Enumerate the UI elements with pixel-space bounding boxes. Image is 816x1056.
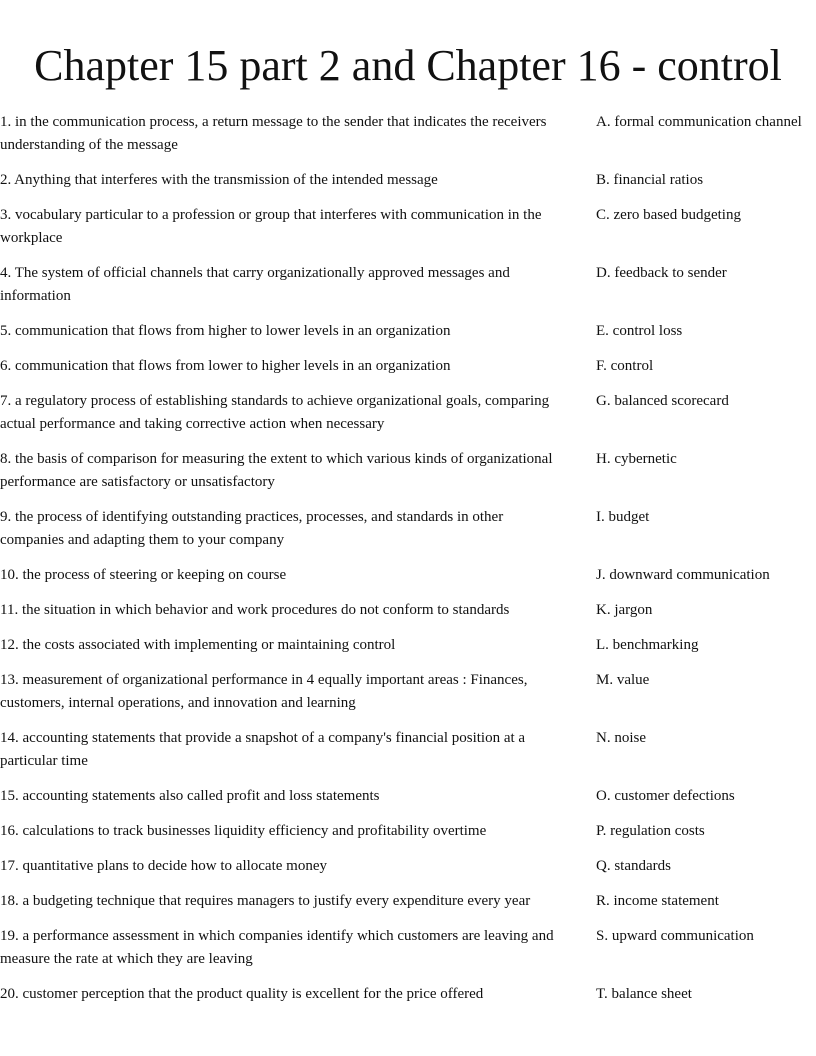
matching-row (0, 448, 816, 494)
question-text: 12. the costs associated with implementing or maintaining control (0, 637, 396, 653)
page-title: Chapter 15 part 2 and Chapter 16 - control (34, 41, 782, 90)
matching-row (0, 506, 816, 552)
matching-row (0, 204, 816, 250)
answer-option: T. balance sheet (596, 986, 692, 1002)
matching-row (0, 820, 816, 843)
question-text: 8. the basis of comparison for measuring the extent to which various kinds of organizational performance are satisfactory or unsatisfactory (0, 451, 553, 490)
question-text: 16. calculations to track businesses liquidity efficiency and profitability overtime (0, 823, 487, 839)
question-text: 4. The system of official channels that carry organizationally approved messages and information (0, 265, 510, 304)
answer-option: D. feedback to sender (596, 265, 727, 281)
answer-option: E. control loss (596, 323, 683, 339)
matching-row (0, 390, 816, 436)
answer-option: P. regulation costs (596, 823, 705, 839)
matching-row (0, 320, 816, 343)
matching-row (0, 355, 816, 378)
answer-option: O. customer defections (596, 788, 735, 804)
answer-option: N. noise (596, 730, 646, 746)
question-text: 13. measurement of organizational performance in 4 equally important areas : Finances, customers, internal operations, and innovation and learning (0, 672, 528, 711)
matching-row (0, 785, 816, 808)
answer-option: H. cybernetic (596, 451, 677, 467)
question-text: 10. the process of steering or keeping on course (0, 567, 287, 583)
matching-row (0, 599, 816, 622)
question-text: 9. the process of identifying outstanding practices, processes, and standards in other companies and adapting them to your company (0, 509, 504, 548)
question-text: 11. the situation in which behavior and work procedures do not conform to standards (0, 602, 510, 618)
matching-row (0, 169, 816, 192)
matching-row (0, 634, 816, 657)
question-text: 18. a budgeting technique that requires managers to justify every expenditure every year (0, 893, 531, 909)
question-text: 7. a regulatory process of establishing standards to achieve organizational goals, comparing actual performance and taking corrective action when necessary (0, 393, 550, 432)
matching-row (0, 669, 816, 715)
question-text: 6. communication that flows from lower to higher levels in an organization (0, 358, 451, 374)
answer-option: Q. standards (596, 858, 671, 874)
matching-row (0, 983, 816, 1006)
question-text: 17. quantitative plans to decide how to allocate money (0, 858, 327, 874)
answer-option: A. formal communication channel (596, 114, 802, 130)
matching-row (0, 111, 816, 157)
question-text: 14. accounting statements that provide a snapshot of a company's financial position at a particular time (0, 730, 526, 769)
answer-option: M. value (596, 672, 650, 688)
matching-row (0, 262, 816, 308)
matching-row (0, 890, 816, 913)
question-text: 3. vocabulary particular to a profession or group that interferes with communication in the workplace (0, 207, 542, 246)
question-text: 5. communication that flows from higher to lower levels in an organization (0, 323, 451, 339)
question-text: 15. accounting statements also called profit and loss statements (0, 788, 380, 804)
answer-option: J. downward communication (596, 567, 770, 583)
answer-option: R. income statement (596, 893, 719, 909)
matching-list (0, 111, 816, 1018)
answer-option: K. jargon (596, 602, 653, 618)
answer-option: I. budget (596, 509, 650, 525)
answer-option: L. benchmarking (596, 637, 699, 653)
question-text: 19. a performance assessment in which companies identify which customers are leaving and measure the rate at which they are leaving (0, 928, 554, 967)
answer-option: B. financial ratios (596, 172, 704, 188)
question-text: 20. customer perception that the product quality is excellent for the price offered (0, 986, 484, 1002)
matching-row (0, 727, 816, 773)
question-text: 1. in the communication process, a return message to the sender that indicates the receivers understanding of the message (0, 114, 547, 153)
answer-option: G. balanced scorecard (596, 393, 729, 409)
answer-option: F. control (596, 358, 654, 374)
matching-row (0, 564, 816, 587)
matching-row (0, 855, 816, 878)
matching-row (0, 925, 816, 971)
question-text: 2. Anything that interferes with the transmission of the intended message (0, 172, 438, 188)
answer-option: C. zero based budgeting (596, 207, 741, 223)
answer-option: S. upward communication (596, 928, 754, 944)
